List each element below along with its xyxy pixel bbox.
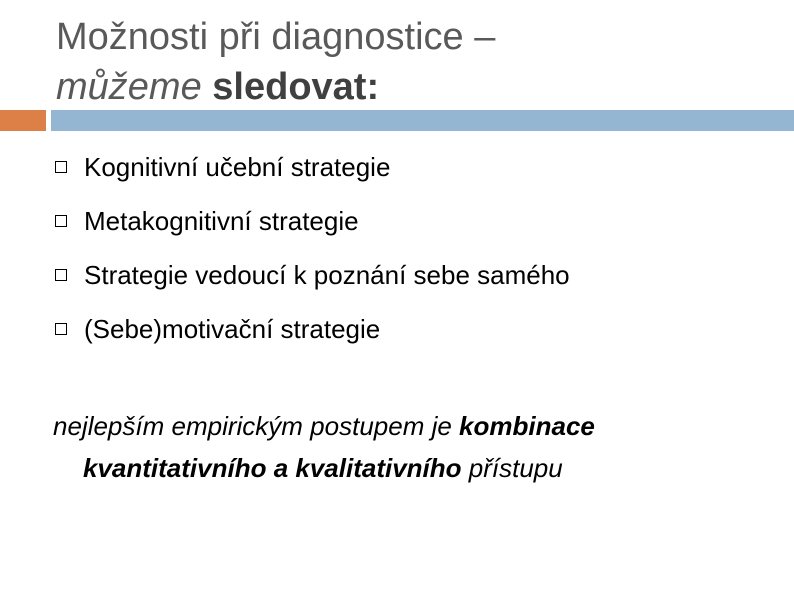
- note-text-start: nejlepším empirickým postupem je: [53, 411, 460, 441]
- bullet-list: [50, 140, 570, 356]
- title-accent-bar-blue: [51, 110, 794, 131]
- title-accent-bar-orange: [0, 110, 46, 131]
- note-bold-approaches: kvantitativního a kvalitativního: [83, 453, 462, 483]
- list-item: [50, 302, 570, 356]
- bullet-text: (Sebe)motivační strategie: [84, 314, 381, 344]
- list-item: [50, 248, 570, 302]
- square-bullet-icon: [55, 269, 67, 281]
- list-item: [50, 140, 570, 194]
- square-bullet-icon: [55, 215, 67, 227]
- note-bold-combination: kombinace: [459, 411, 595, 441]
- title-bold-word: sledovat:: [212, 66, 380, 108]
- conclusion-note: [53, 405, 753, 489]
- note-text-end: přístupu: [461, 453, 563, 483]
- slide-title: [56, 12, 776, 112]
- list-item: [50, 194, 570, 248]
- title-line-1: Možnosti při diagnostice –: [56, 16, 496, 58]
- square-bullet-icon: [55, 323, 67, 335]
- bullet-text: Metakognitivní strategie: [84, 206, 359, 236]
- note-line-2: [53, 447, 753, 489]
- bullet-text: Strategie vedoucí k poznání sebe samého: [84, 260, 570, 290]
- square-bullet-icon: [55, 161, 67, 173]
- title-italic-word: můžeme: [56, 66, 202, 108]
- bullet-text: Kognitivní učební strategie: [84, 152, 391, 182]
